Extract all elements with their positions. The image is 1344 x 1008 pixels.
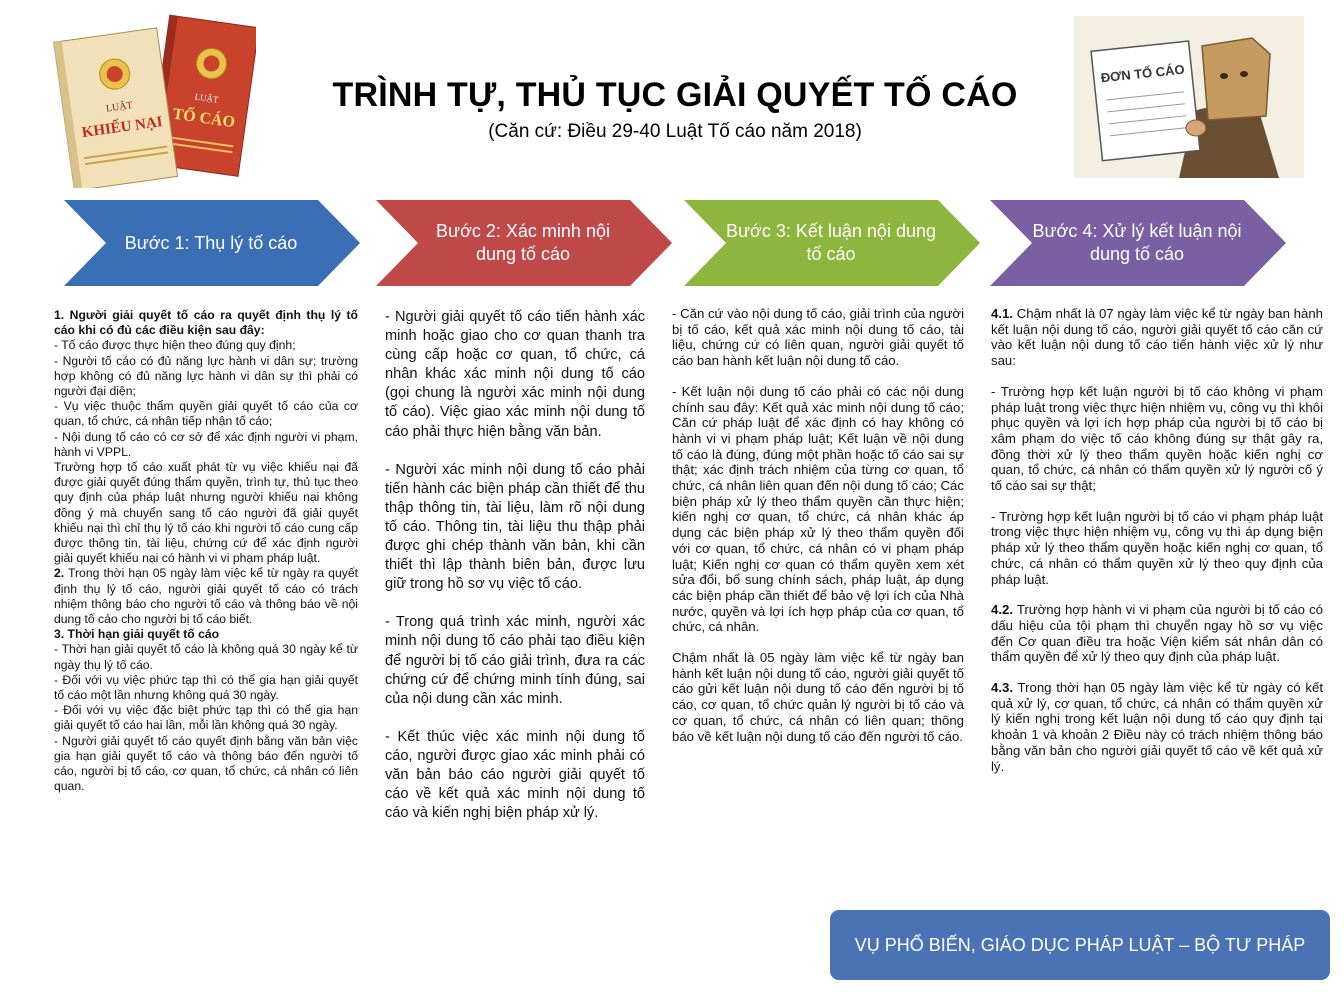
step-1-arrow <box>64 200 360 286</box>
step-1-label: Bước 1: Thụ lý tố cáo <box>124 232 298 253</box>
step-3-content <box>672 306 964 744</box>
col2-paragraph: - Trong quá trình xác minh, người xác minh nội dung tố cáo phải tạo điều kiện để người bị tố cáo giải trình, đưa ra các chứng cứ để chứng minh tính đúng, sai của nội dung cần xác minh. <box>385 614 645 707</box>
footer-banner <box>830 910 1330 980</box>
step-4-content <box>991 306 1323 774</box>
page-subtitle: (Căn cứ: Điều 29-40 Luật Tố cáo năm 2018) <box>488 121 862 142</box>
col4-paragraph-2-text: Trường hợp hành vi vi phạm của người bị tố cáo có dấu hiệu của tội phạm thì chuyển ngay hồ sơ vụ việc đến Cơ quan điều tra hoặc Viện kiểm sát nhân dân có thẩm quyền để xử lý theo quy định của pháp luật. <box>991 602 1323 665</box>
col1-item: - Vụ việc thuộc thẩm quyền giải quyết tố cáo của cơ quan, tổ chức, cá nhân tiếp nhận tố cáo; <box>54 399 358 429</box>
col4-paragraph: - Trường hợp kết luận người bị tố cáo vi phạm pháp luật trong việc thực hiện nhiệm vụ, công vụ thì áp dụng biện pháp xử lý theo thẩm quyền hoặc kiến nghị cơ quan, tổ chức, cá nhân có thẩm quyền xử lý theo quy định của pháp luật. <box>991 508 1323 587</box>
step-4-label: Bước 4: Xử lý kết luận nội dung tố cáo <box>1032 221 1242 264</box>
col2-paragraph: - Kết thúc việc xác minh nội dung tố cáo, người được giao xác minh phải có văn bản báo cáo người giải quyết tố cáo về kết quả xác minh nội dung tố cáo và kiến nghị biện pháp xử lý. <box>385 728 645 822</box>
col3-paragraph: - Kết luận nội dung tố cáo phải có các nội dung chính sau đây: Kết quả xác minh nội dung tố cáo; Căn cứ pháp luật để xác định có hay không có hành vi vi phạm pháp luật; Kết luận về nội dung tố cáo là đúng, đúng một phần hoặc tố cáo sai sự thật; xác định trách nhiệm của từng cơ quan, tổ chức, cá nhân liên quan đến nội dung tố cáo; Các biện pháp xử lý theo thẩm quyền cần thực hiện; kiến nghị cơ quan, tổ chức, cá nhân khác áp dụng các biện pháp xử lý theo thẩm quyền đối với cơ quan, tổ chức, cá nhân có vi phạm pháp luật; Kiến nghị cơ quan có thẩm quyền xem xét sửa đổi, bổ sung chính sách, pháp luật, áp dụng các biện pháp cần thiết để bảo vệ lợi ích của Nhà nước, quyền và lợi ích hợp pháp của cơ quan, tổ chức, cá nhân. <box>672 383 964 635</box>
col1-heading-1: 1. Người giải quyết tố cáo ra quyết định thụ lý tố cáo khi có đủ các điều kiện sau đây: <box>54 308 358 338</box>
col1-item: - Đối với vụ việc phức tạp thì có thể gia hạn giải quyết tố cáo một lần nhưng không quá 30 ngày. <box>54 672 358 703</box>
step-2-label: Bước 2: Xác minh nội dung tố cáo <box>436 221 610 264</box>
page-title: TRÌNH TỰ, THỦ TỤC GIẢI QUYẾT TỐ CÁO <box>332 76 1018 114</box>
book-khieunai-small: LUẬT <box>105 99 134 115</box>
col3-paragraph: - Căn cứ vào nội dung tố cáo, giải trình của người bị tố cáo, kết quả xác minh nội dung tố cáo, tài liệu, chứng cứ có liên quan, người giải quyết tố cáo ban hành kết luận nội dung tố cáo. <box>672 306 964 369</box>
col3-paragraph: Chậm nhất là 05 ngày làm việc kể từ ngày ban hành kết luận nội dung tố cáo, người giải quyết tố cáo gửi kết luận nội dung tố cáo đến người bị tố cáo, cơ quan, tổ chức quản lý người bị tố cáo và cơ quan, tổ chức, cá nhân có liên quan; thông báo về kết luận nội dung tố cáo đến người tố cáo. <box>672 650 964 744</box>
sign-text: ĐƠN TỐ CÁO <box>1100 61 1186 86</box>
step-2-content <box>385 308 645 823</box>
col4-paragraph-2 <box>991 602 1323 665</box>
col1-item: - Người tố cáo có đủ năng lực hành vi dân sự; trường hợp không có đủ năng lực hành vi dân sự thì phải có người đại diện; <box>54 353 358 399</box>
book-khieunai-title: KHIẾU NẠI <box>80 113 164 142</box>
col1-item: - Nội dung tố cáo có cơ sở để xác định người vi phạm, hành vi VPPL. <box>54 429 358 459</box>
law-books-image <box>48 12 256 188</box>
step-3-arrow <box>684 200 980 286</box>
col1-paragraph-2 <box>54 566 358 627</box>
col4-number-3: 4.3. <box>991 680 1013 696</box>
col4-paragraph: - Trường hợp kết luận người bị tố cáo không vi phạm pháp luật trong việc thực hiện nhiệm vụ, công vụ thì khôi phục quyền và lợi ích hợp pháp của người bị tố cáo bị xâm phạm do việc tố cáo không đúng sự thật gây ra, đồng thời xử lý theo thẩm quyền hoặc kiến nghị cơ quan, tổ chức, cá nhân có thẩm quyền xử lý người cố ý tố cáo sai sự thật; <box>991 383 1323 494</box>
col4-number-2: 4.2. <box>991 602 1013 618</box>
step-4-arrow <box>990 200 1286 286</box>
col1-item: - Người giải quyết tố cáo quyết định bằng văn bản việc gia hạn giải quyết tố cáo và thông báo đến người tố cáo, người bị tố cáo, cơ quan, tổ chức, cá nhân có liên quan. <box>54 733 358 794</box>
col1-number-2: 2. <box>54 566 65 581</box>
col1-item: - Tố cáo được thực hiện theo đúng quy định; <box>54 338 296 353</box>
law-books-illustration <box>48 12 256 188</box>
col2-paragraph: - Người giải quyết tố cáo tiến hành xác minh hoặc giao cho cơ quan thanh tra cùng cấp hoặc cơ quan, tổ chức, cá nhân khác xác minh nội dung tố cáo (gọi chung là người xác minh nội dung tố cáo). Việc giao xác minh nội dung tố cáo phải thực hiện bằng văn bản. <box>385 309 645 440</box>
col4-paragraph-3-text: Trong thời hạn 05 ngày làm việc kể từ ngày có kết quả xử lý, cơ quan, tổ chức, cá nhân có thẩm quyền xử lý kiến nghị trong kết luận nội dung tố cáo quy định tại khoản 1 và khoản 2 Điều này có trách nhiệm thông báo bằng văn bản cho người giải quyết tố cáo về kết quả xử lý. <box>991 680 1323 774</box>
col2-paragraph: - Người xác minh nội dung tố cáo phải tiến hành các biện pháp cần thiết để thu thập thông tin, tài liệu, làm rõ nội dung tố cáo. Thông tin, tài liệu thu thập phải được ghi chép thành văn bản, khi cần thiết thì lập thành biên bản, được lưu giữ trong hồ sơ vụ việc tố cáo. <box>385 461 645 593</box>
col4-paragraph-1-text: Chậm nhất là 07 ngày làm việc kể từ ngày ban hành kết luận nội dung tố cáo, người giải quyết tố cáo căn cứ vào kết luận nội dung tố cáo tiến hành việc xử lý như sau: <box>991 306 1323 369</box>
col1-paragraph-2-text: Trong thời hạn 05 ngày làm việc kể từ ngày ra quyết định thụ lý tố cáo, người giải quyết tố cáo có trách nhiệm thông báo cho người tố cáo và thông báo về nội dung tố cáo cho người bị tố cáo biết. <box>54 566 358 627</box>
book-tocao-small: LUẬT <box>194 91 220 105</box>
col1-paragraph: Trường hợp tố cáo xuất phát từ vụ việc khiếu nại đã được giải quyết đúng thẩm quyền, trình tự, thủ tục theo quy định của pháp luật nhưng người khiếu nại không đồng ý mà chuyển sang tố cáo người đã giải quyết khiếu nại thì chỉ thụ lý tố cáo khi người tố cáo cung cấp được thông tin, tài liệu, chứng cứ để xác định người giải quyết khiếu nại có hành vi vi phạm pháp luật. <box>54 460 358 566</box>
step-2-arrow <box>376 200 672 286</box>
col4-paragraph-3 <box>991 680 1323 774</box>
footer-text: VỤ PHỔ BIẾN, GIÁO DỤC PHÁP LUẬT – BỘ TƯ PHÁP <box>854 934 1306 955</box>
col1-heading-3: 3. Thời hạn giải quyết tố cáo <box>54 627 220 642</box>
col1-item: - Thời hạn giải quyết tố cáo là không quá 30 ngày kể từ ngày thụ lý tố cáo. <box>54 642 358 672</box>
step-1-content <box>54 308 358 795</box>
step-3-label: Bước 3: Kết luận nội dung tố cáo <box>726 221 936 264</box>
book-tocao-title: TỐ CÁO <box>171 105 236 132</box>
col4-number-1: 4.1. <box>991 306 1013 321</box>
col4-paragraph-1 <box>991 306 1323 369</box>
col1-item: - Đối với vụ việc đặc biệt phức tạp thì có thể gia hạn giải quyết tố cáo hai lần, mỗi lần không quá 30 ngày. <box>54 703 358 733</box>
